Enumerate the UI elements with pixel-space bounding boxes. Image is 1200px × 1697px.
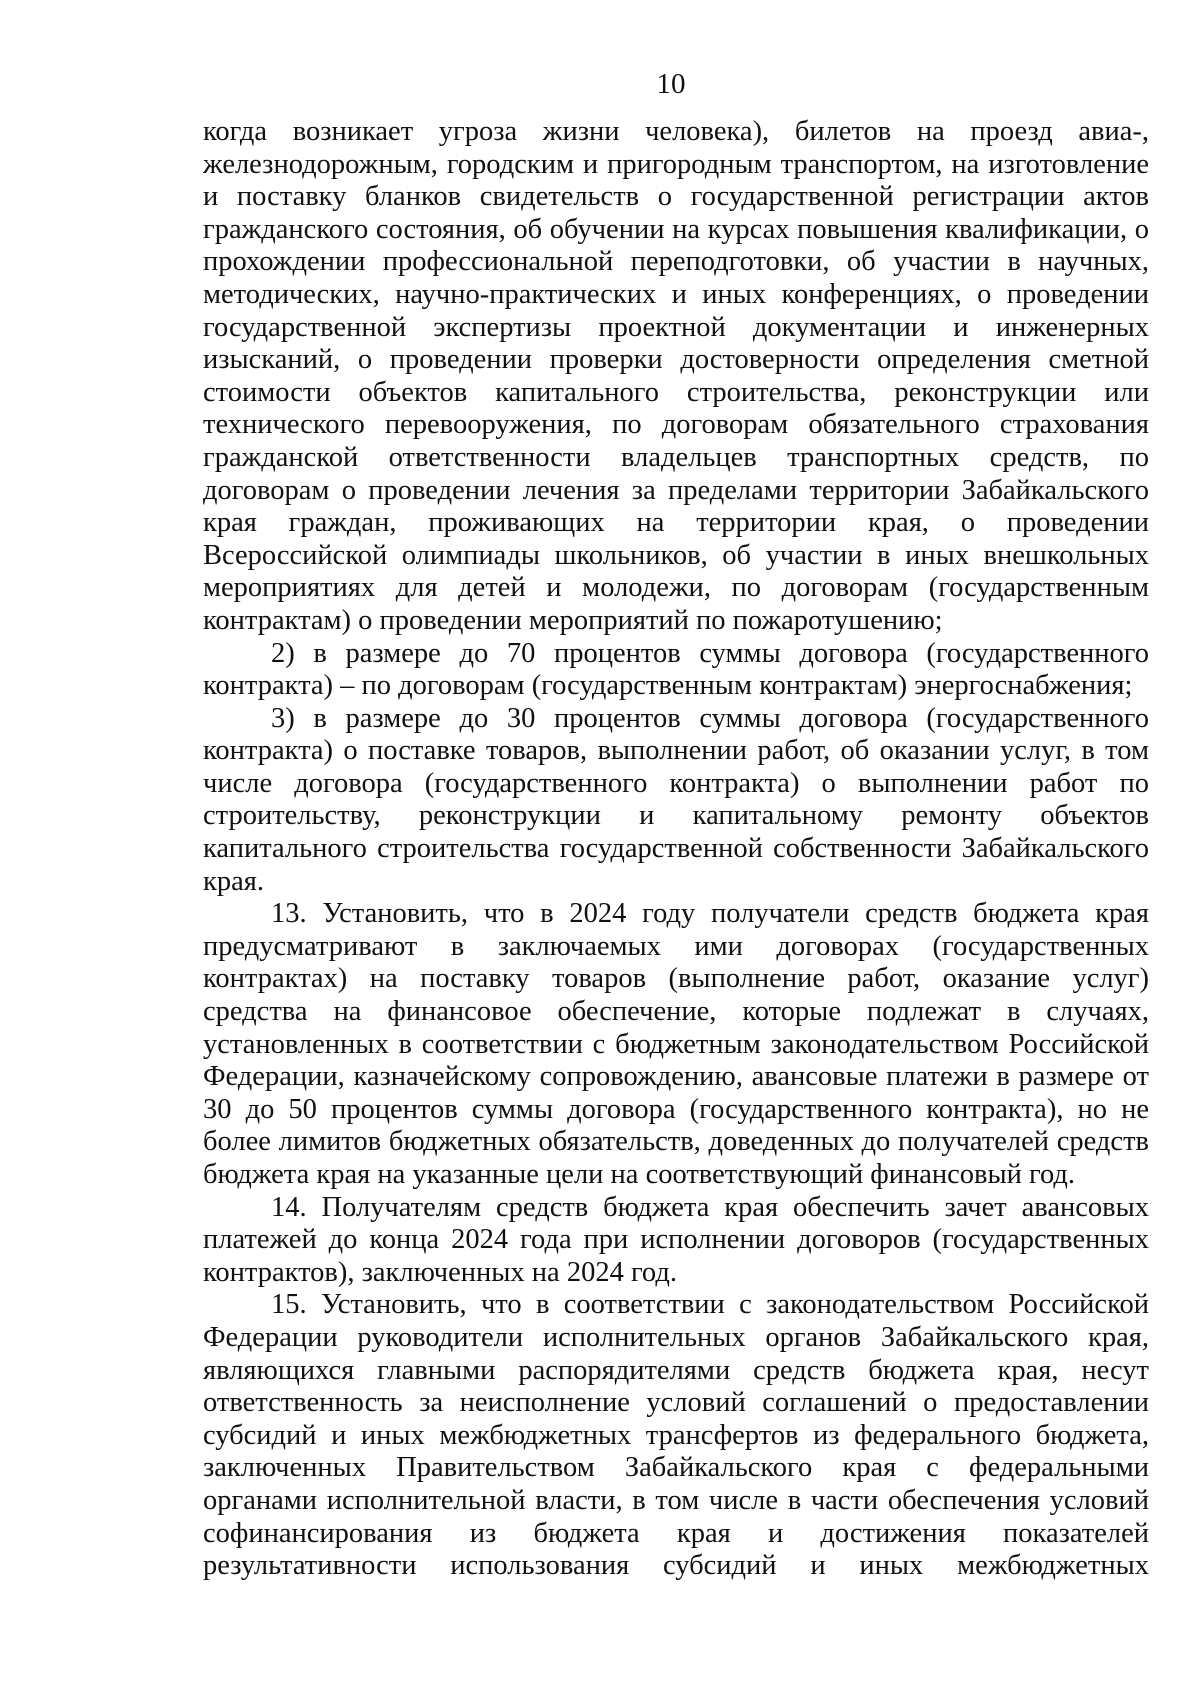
paragraph-item-14: 14. Получателям средств бюджета края обеспечить зачет авансовых платежей до конца 2024 года при исполнении договоров (государственных контрактов), заключенных на 2024 год. [203,1191,1149,1288]
page-number: 10 [656,68,686,100]
document-body [203,116,1149,1583]
paragraph-item-15: 15. Установить, что в соответствии с законодательством Российской Федерации руководители исполнительных органов Забайкальского края, являющихся главными распорядителями средств бюджета края, несут ответственность за неисполнение условий соглашений о предоставлении субсидий и иных межбюджетных трансфертов из федерального бюджета, заключенных Правительством Забайкальского края с федеральными органами исполнительной власти, в том числе в части обеспечения условий софинансирования из бюджета края и достижения показателей результативности использования субсидий и иных межбюджетных [203,1289,1149,1582]
paragraph-continuation: когда возникает угроза жизни человека), билетов на проезд авиа-, железнодорожным, городским и пригородным транспортом, на изготовление и поставку бланков свидетельств о государственной регистрации актов гражданского состояния, об обучении на курсах повышения квалификации, о прохождении профессиональной переподготовки, об участии в научных, методических, научно-практических и иных конференциях, о проведении государственной экспертизы проектной документации и инженерных изысканий, о проведении проверки достоверности определения сметной стоимости объектов капитального строительства, реконструкции или технического перевооружения, по договорам обязательного страхования гражданской ответственности владельцев транспортных средств, по договорам о проведении лечения за пределами территории Забайкальского края граждан, проживающих на территории края, о проведении Всероссийской олимпиады школьников, об участии в иных внешкольных мероприятиях для детей и молодежи, по договорам (государственным контрактам) о проведении мероприятий по пожаротушению; [203,116,1149,636]
paragraph-item-3: 3) в размере до 30 процентов суммы договора (государственного контракта) о поставке товаров, выполнении работ, об оказании услуг, в том числе договора (государственного контракта) о выполнении работ по строительству, реконструкции и капитальному ремонту объектов капитального строительства государственной собственности Забайкальского края. [203,702,1149,897]
paragraph-item-13: 13. Установить, что в 2024 году получатели средств бюджета края предусматривают в заключаемых ими договорах (государственных контрактах) на поставку товаров (выполнение работ, оказание услуг) средства на финансовое обеспечение, которые подлежат в случаях, установленных в соответствии с бюджетным законодательством Российской Федерации, казначейскому сопровождению, авансовые платежи в размере от 30 до 50 процентов суммы договора (государственного контракта), но не более лимитов бюджетных обязательств, доведенных до получателей средств бюджета края на указанные цели на соответствующий финансовый год. [203,898,1149,1190]
paragraph-item-2: 2) в размере до 70 процентов суммы договора (государственного контракта) – по договорам (государственным контрактам) энергоснабжения; [203,637,1149,702]
